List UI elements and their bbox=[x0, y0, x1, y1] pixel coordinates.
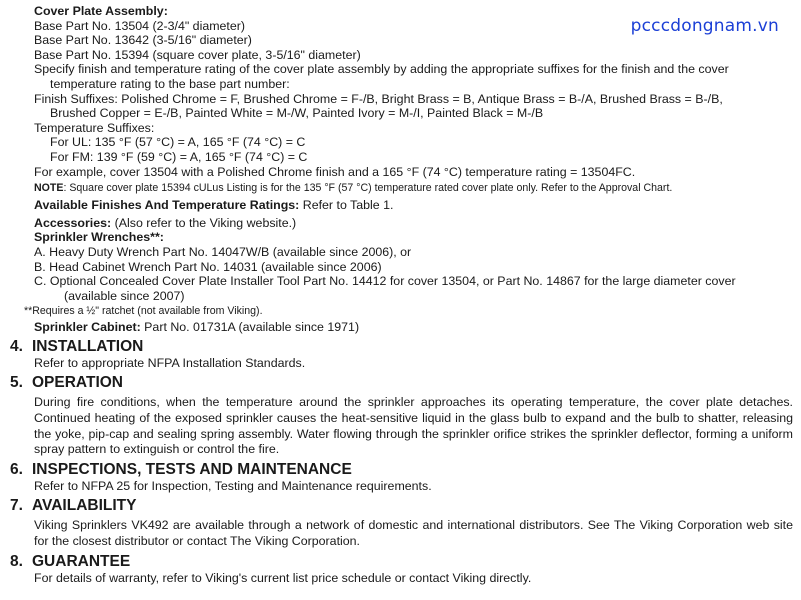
accessories-line bbox=[0, 216, 801, 231]
wrenches-heading: Sprinkler Wrenches**: bbox=[34, 230, 164, 245]
wrench-item-b: B. Head Cabinet Wrench Part No. 14031 (available since 2006) bbox=[34, 259, 382, 274]
section-title: AVAILABILITY bbox=[32, 497, 137, 515]
section-number: 7. bbox=[10, 497, 23, 515]
note-text: : Square cover plate 15394 cULus Listing is for the 135 °F (57 °C) temperature rated cover plate only. Refer to the Approval Chart. bbox=[63, 182, 673, 195]
finish-suffixes-cont: Brushed Copper = E-/B, Painted White = M-/W, Painted Ivory = M-/I, Painted Black = M-/B bbox=[50, 106, 544, 121]
section-body-operation: During fire conditions, when the temperature around the sprinkler approaches its operating temperature, the cover plate detaches. Continued heating of the exposed sprinkler causes the heat-sensitive liquid in the glass bulb to expand and the bulb to shatter, releasing the yoke, pip-cap and sealing spring assembly. Water flowing through the sprinkler orifice strikes the sprinkler deflector, forming a uniform spray pattern to extinguish or control the fire. bbox=[34, 395, 793, 457]
specify-line-cont: temperature rating to the base part number: bbox=[50, 76, 290, 91]
base-part-3: Base Part No. 15394 (square cover plate, 3-5/16" diameter) bbox=[34, 47, 361, 62]
section-number: 5. bbox=[10, 374, 23, 392]
specify-line: Specify finish and temperature rating of the cover plate assembly by adding the appropriate suffixes for the finish and the cover bbox=[34, 62, 729, 77]
section-heading-inspections bbox=[0, 461, 801, 479]
example-line: For example, cover 13504 with a Polished Chrome finish and a 165 °F (74 °C) temperature rating = 13504FC. bbox=[34, 164, 636, 179]
section-heading-installation bbox=[0, 338, 801, 356]
note-label: NOTE bbox=[34, 182, 64, 195]
temperature-suffixes-heading: Temperature Suffixes: bbox=[34, 120, 155, 135]
wrench-item-a: A. Heavy Duty Wrench Part No. 14047W/B (available since 2006), or bbox=[34, 244, 412, 259]
finish-suffixes: Finish Suffixes: Polished Chrome = F, Brushed Chrome = F-/B, Bright Brass = B, Antique Brass = B-/A, Brushed Brass = B-/B, bbox=[34, 91, 723, 106]
cover-plate-heading: Cover Plate Assembly: bbox=[34, 4, 168, 18]
section-number: 8. bbox=[10, 552, 23, 570]
section-body-installation: Refer to appropriate NFPA Installation Standards. bbox=[34, 355, 306, 370]
document-body bbox=[0, 4, 801, 586]
cabinet-line bbox=[0, 320, 801, 335]
section-number: 4. bbox=[10, 337, 23, 355]
accessories-label: Accessories: bbox=[34, 215, 112, 230]
base-part-1: Base Part No. 13504 (2-3/4" diameter) bbox=[34, 18, 246, 33]
temperature-ul: For UL: 135 °F (57 °C) = A, 165 °F (74 °C) = C bbox=[50, 135, 306, 150]
temperature-fm: For FM: 139 °F (59 °C) = A, 165 °F (74 °C) = C bbox=[50, 149, 308, 164]
finishes-line bbox=[0, 198, 801, 213]
wrench-item-c: C. Optional Concealed Cover Plate Installer Tool Part No. 14412 for cover 13504, or Part No. 14867 for the large diameter cover bbox=[34, 274, 736, 289]
section-title: INSTALLATION bbox=[32, 337, 144, 355]
section-body-inspections: Refer to NFPA 25 for Inspection, Testing and Maintenance requirements. bbox=[34, 478, 432, 493]
wrench-item-c-cont: (available since 2007) bbox=[64, 288, 185, 303]
section-body-guarantee: For details of warranty, refer to Viking's current list price schedule or contact Viking directly. bbox=[34, 570, 532, 585]
section-title: GUARANTEE bbox=[32, 552, 131, 570]
finishes-label: Available Finishes And Temperature Ratings: bbox=[34, 198, 300, 213]
section-title: INSPECTIONS, TESTS AND MAINTENANCE bbox=[32, 460, 352, 478]
section-body-availability: Viking Sprinklers VK492 are available through a network of domestic and international distributors. See The Viking Corporation web site for the closest distributor or contact The Viking Corporation. bbox=[34, 518, 793, 549]
note bbox=[0, 181, 801, 195]
cabinet-text: Part No. 01731A (available since 1971) bbox=[140, 320, 360, 335]
footnote: **Requires a ½" ratchet (not available from Viking). bbox=[24, 305, 263, 318]
section-number: 6. bbox=[10, 460, 23, 478]
section-heading-availability bbox=[0, 497, 801, 515]
base-part-2: Base Part No. 13642 (3-5/16" diameter) bbox=[34, 33, 252, 48]
accessories-text: (Also refer to the Viking website.) bbox=[111, 215, 297, 230]
section-title: OPERATION bbox=[32, 374, 123, 392]
finishes-text: Refer to Table 1. bbox=[299, 198, 394, 213]
watermark-text: pcccdongnam.vn bbox=[630, 16, 779, 36]
cabinet-label: Sprinkler Cabinet: bbox=[34, 320, 141, 335]
section-heading-guarantee bbox=[0, 553, 801, 571]
section-heading-operation bbox=[0, 374, 801, 392]
